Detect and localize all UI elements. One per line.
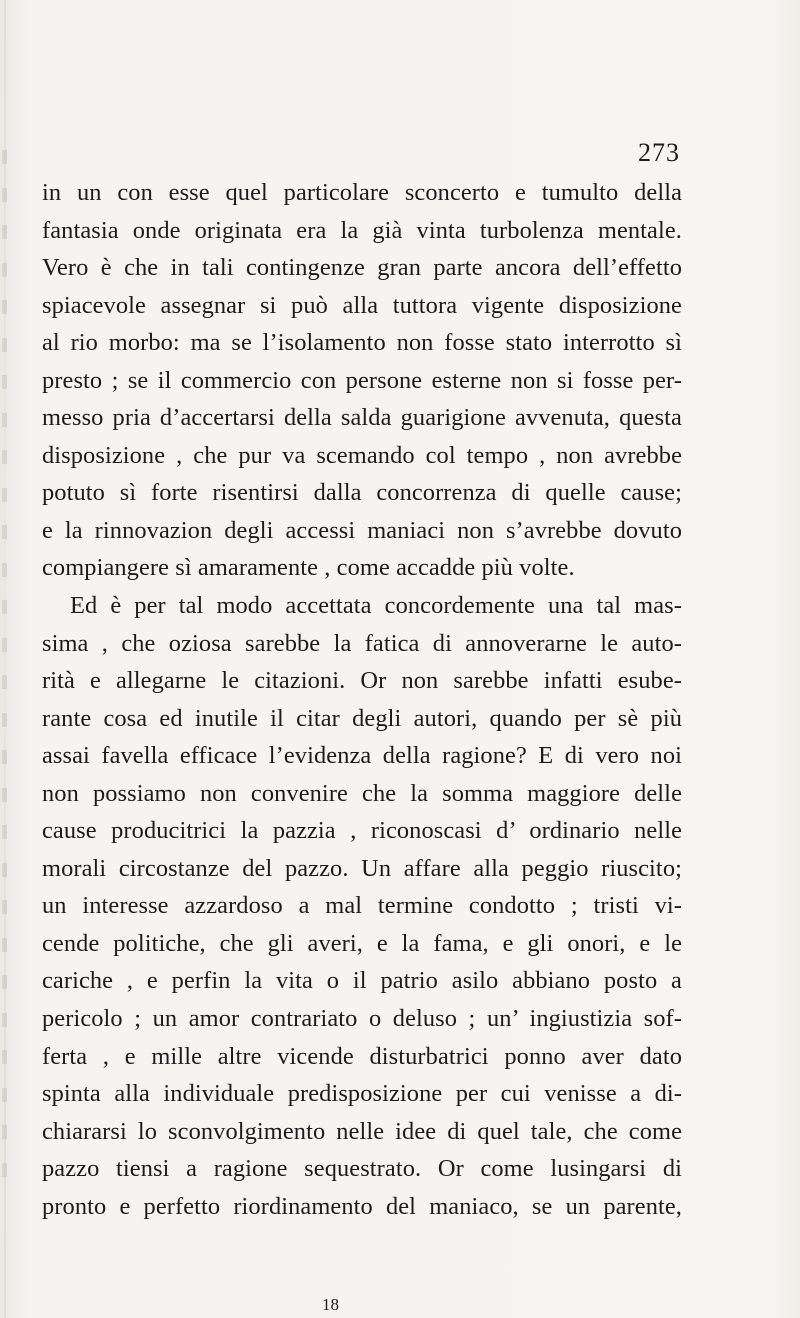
text-line: un interesse azzardoso a mal termine condotto ; tristi vi- xyxy=(42,892,682,920)
text-line: e la rinnovazion degli accessi maniaci non s’avrebbe dovuto xyxy=(42,516,682,544)
text-line: pericolo ; un amor contrariato o deluso ; un’ ingiustizia sof- xyxy=(42,1005,682,1033)
text-line: assai favella efficace l’evidenza della ragione? E di vero noi xyxy=(42,742,682,770)
body-text xyxy=(42,174,682,1225)
page-number: 273 xyxy=(638,138,680,167)
text-line: morali circostanze del pazzo. Un affare alla peggio riuscito; xyxy=(42,854,682,882)
text-line: fantasia onde originata era la già vinta turbolenza mentale. xyxy=(42,216,682,244)
text-line: sima , che oziosa sarebbe la fatica di annoverarne le auto- xyxy=(42,629,682,657)
text-line: ferta , e mille altre vicende disturbatrici ponno aver dato xyxy=(42,1042,682,1070)
text-line: compiangere sì amaramente , come accadde più volte. xyxy=(42,554,575,582)
text-line: disposizione , che pur va scemando col tempo , non avrebbe xyxy=(42,441,682,469)
text-line: cause producitrici la pazzia , riconoscasi d’ ordinario nelle xyxy=(42,817,682,845)
text-line: presto ; se il commercio con persone esterne non si fosse per- xyxy=(42,366,682,394)
text-line: non possiamo non convenire che la somma maggiore delle xyxy=(42,779,682,807)
text-line: spinta alla individuale predisposizione per cui venisse a di- xyxy=(42,1080,682,1108)
text-line: spiacevole assegnar si può alla tuttora vigente disposizione xyxy=(42,291,682,319)
text-line: chiararsi lo sconvolgimento nelle idee di quel tale, che come xyxy=(42,1117,682,1145)
text-line: pronto e perfetto riordinamento del maniaco, se un parente, xyxy=(42,1192,682,1220)
text-line: messo pria d’accertarsi della salda guarigione avvenuta, questa xyxy=(42,404,682,432)
margin-marks xyxy=(0,150,14,1200)
text-line: Vero è che in tali contingenze gran parte ancora dell’effetto xyxy=(42,254,682,282)
text-line: in un con esse quel particolare sconcerto e tumulto della xyxy=(42,179,682,206)
text-line: rante cosa ed inutile il citar degli autori, quando per sè più xyxy=(42,704,682,732)
text-line-paragraph-start: Ed è per tal modo accettata concordemente una tal mas- xyxy=(70,592,682,620)
text-line: cende politiche, che gli averi, e la fama, e gli onori, e le xyxy=(42,929,682,957)
text-line: pazzo tiensi a ragione sequestrato. Or come lusingarsi di xyxy=(42,1155,682,1183)
text-line: al rio morbo: ma se l’isolamento non fosse stato interrotto sì xyxy=(42,329,682,357)
text-line: potuto sì forte risentirsi dalla concorrenza di quelle cause; xyxy=(42,479,682,507)
text-line: rità e allegarne le citazioni. Or non sarebbe infatti esube- xyxy=(42,667,682,695)
text-line: cariche , e perfin la vita o il patrio asilo abbiano posto a xyxy=(42,967,682,995)
signature-mark: 18 xyxy=(322,1295,339,1314)
